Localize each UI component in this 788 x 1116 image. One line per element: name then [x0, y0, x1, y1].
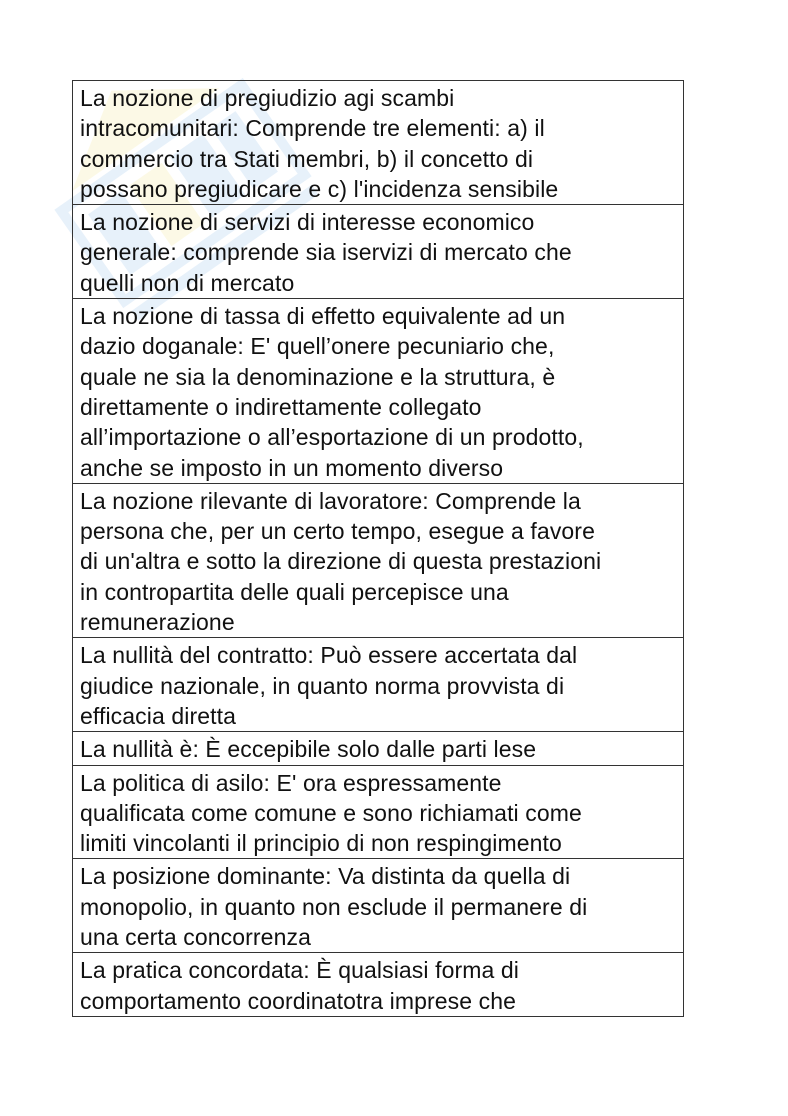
table-row [73, 205, 684, 299]
definition-cell [73, 765, 684, 859]
text-line: quale ne sia la denominazione e la struttura, è [80, 363, 556, 390]
text-line: efficacia diretta [80, 702, 236, 729]
text-line: qualificata come comune e sono richiamati come [80, 799, 582, 826]
text-line: giudice nazionale, in quanto norma provvista di [80, 672, 565, 699]
text-line: dazio doganale: E' quell’onere pecuniario che, [80, 333, 555, 360]
table-row [73, 81, 684, 205]
text-line: La nullità del contratto: Può essere accertata dal [80, 642, 578, 669]
table-row [73, 859, 684, 953]
text-line: generale: comprende sia iservizi di mercato che [80, 239, 572, 266]
text-line: una certa concorrenza [80, 924, 311, 951]
text-line: La nozione di servizi di interesse economico [80, 209, 535, 236]
text-line: direttamente o indirettamente collegato [80, 393, 482, 420]
table-row [73, 953, 684, 1017]
text-line: La nullità è: È eccepibile solo dalle parti lese [80, 736, 537, 763]
text-line: all’importazione o all’esportazione di un prodotto, [80, 424, 584, 451]
text-line: possano pregiudicare e c) l'incidenza sensibile [80, 175, 559, 202]
text-line: monopolio, in quanto non esclude il permanere di [80, 893, 588, 920]
definition-cell [73, 638, 684, 732]
text-line: limiti vincolanti il principio di non respingimento [80, 830, 562, 857]
table-row [73, 483, 684, 637]
text-line: La nozione di pregiudizio agi scambi [80, 85, 455, 111]
text-line: anche se imposto in un momento diverso [80, 454, 504, 481]
definition-cell [73, 483, 684, 637]
text-line: La nozione di tassa di effetto equivalente ad un [80, 303, 566, 330]
text-line: commercio tra Stati membri, b) il concetto di [80, 145, 534, 172]
table-row [73, 638, 684, 732]
table-row [73, 732, 684, 765]
table-row [73, 765, 684, 859]
text-line: di un'altra e sotto la direzione di questa prestazioni [80, 548, 602, 575]
table-row [73, 299, 684, 484]
text-line: persona che, per un certo tempo, esegue a favore [80, 518, 595, 545]
definitions-table [72, 80, 684, 1017]
text-line: La pratica concordata: È qualsiasi forma di [80, 957, 519, 984]
text-line: remunerazione [80, 609, 235, 636]
text-line: intracomunitari: Comprende tre elementi: a) il [80, 115, 545, 142]
definition-cell [73, 953, 684, 1017]
text-line: La nozione rilevante di lavoratore: Comprende la [80, 487, 581, 514]
text-line: quelli non di mercato [80, 269, 295, 296]
definition-cell [73, 205, 684, 299]
definition-cell [73, 859, 684, 953]
text-line: La posizione dominante: Va distinta da quella di [80, 863, 571, 890]
text-line: in contropartita delle quali percepisce una [80, 578, 509, 605]
definition-cell [73, 81, 684, 205]
text-line: La politica di asilo: E' ora espressamente [80, 769, 502, 796]
text-line: comportamento coordinatotra imprese che [80, 987, 517, 1014]
definition-cell [73, 299, 684, 484]
definition-cell [73, 732, 684, 765]
